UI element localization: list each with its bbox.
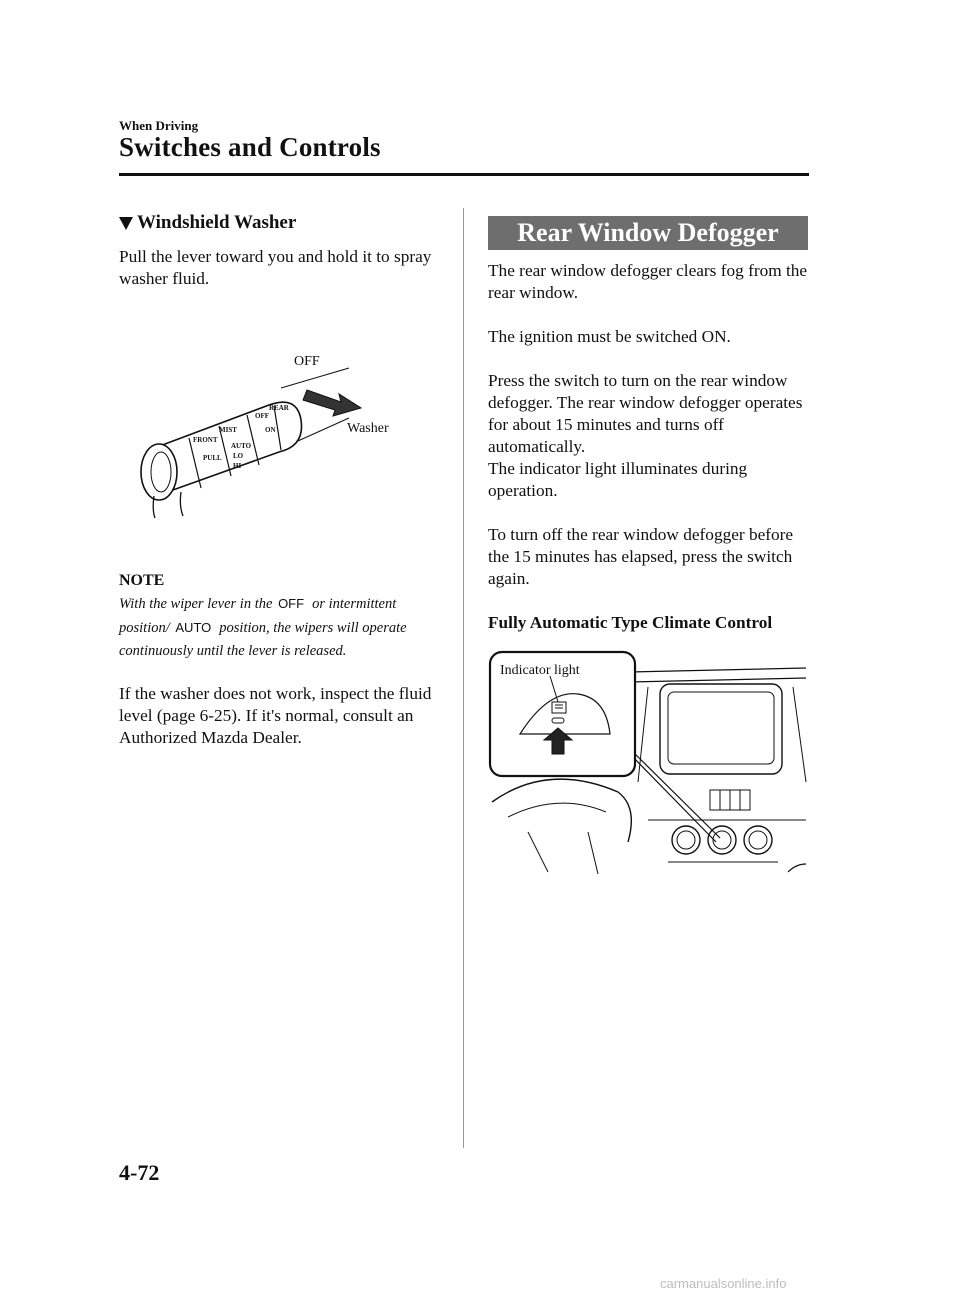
indicator-light-label: Indicator light (500, 663, 580, 678)
lever-mark-off: OFF (255, 412, 269, 420)
note-title: NOTE (119, 572, 165, 589)
lever-mark-pull: PULL (203, 454, 222, 462)
right-column (488, 216, 810, 887)
defogger-para-1: The rear window defogger clears fog from the rear window. (488, 261, 808, 302)
windshield-washer-title: Windshield Washer (137, 212, 297, 233)
note-text-3: position, the wipers will operate continuously until the lever is released. (119, 620, 407, 659)
section-label: When Driving (119, 118, 199, 133)
defogger-para-3b: The indicator light illuminates during operation. (488, 459, 748, 500)
figure-caption: Fully Automatic Type Climate Control (488, 613, 773, 632)
watermark: carmanualsonline.info (660, 1276, 787, 1291)
climate-control-illustration (488, 642, 810, 887)
column-divider (463, 208, 464, 1148)
section-banner: Rear Window Defogger (488, 216, 808, 250)
left-column (119, 212, 449, 749)
heading-rule (119, 173, 809, 176)
wiper-lever-illustration (119, 320, 449, 520)
lever-mark-lo: LO (233, 452, 244, 460)
lever-mark-hi: HI (233, 462, 242, 470)
off-position-mark: OFF (278, 596, 305, 611)
note-text (119, 592, 449, 663)
washer-label: Washer (347, 421, 389, 436)
washer-intro: Pull the lever toward you and hold it to spray washer fluid. (119, 247, 432, 288)
lever-mark-on: ON (265, 426, 276, 434)
page-title: Switches and Controls (119, 132, 381, 162)
triangle-bullet-icon (119, 217, 133, 230)
auto-position-mark: AUTO (175, 620, 212, 635)
windshield-washer-heading (119, 212, 449, 234)
defogger-para-3a: Press the switch to turn on the rear window defogger. The rear window defogger operates for about 15 minutes and turns off automatically. (488, 371, 803, 456)
lever-mark-front: FRONT (193, 436, 218, 444)
lever-mark-auto: AUTO (231, 442, 252, 450)
page-number: 4-72 (119, 1160, 160, 1185)
defogger-para-4: To turn off the rear window defogger before the 15 minutes has elapsed, press the switch again. (488, 525, 794, 588)
off-label: OFF (294, 354, 320, 369)
defogger-para-2: The ignition must be switched ON. (488, 327, 731, 346)
lever-mark-rear: REAR (269, 404, 289, 412)
note-text-1: With the wiper lever in the (119, 596, 273, 612)
note-block (119, 572, 449, 663)
washer-closing: If the washer does not work, inspect the fluid level (page 6-25). If it's normal, consult an Authorized Mazda Dealer. (119, 684, 432, 747)
note-text-2: or intermittent position/ (119, 596, 397, 636)
lever-mark-mist: MIST (219, 426, 237, 434)
